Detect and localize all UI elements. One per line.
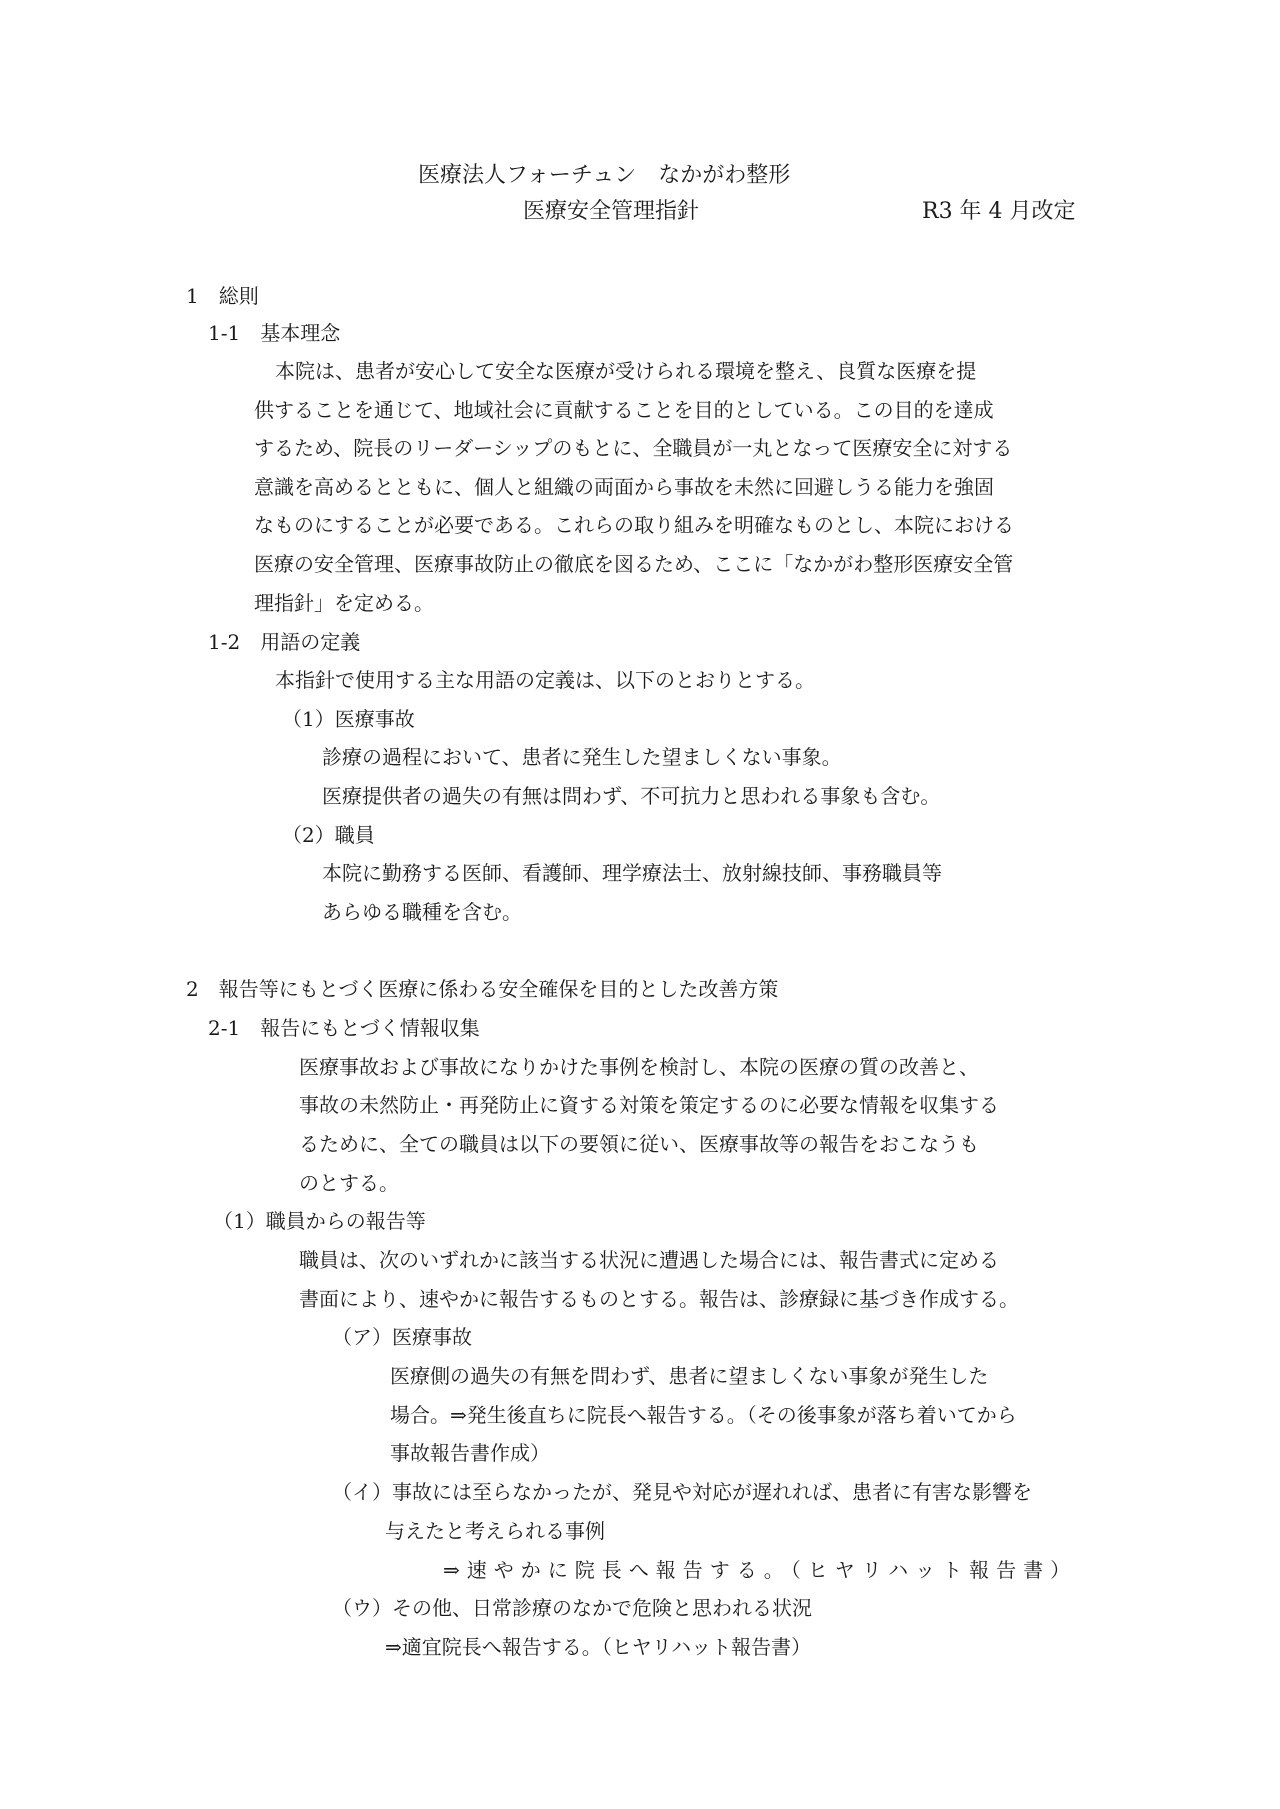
- section-1-1-heading: 1-1 基本理念: [208, 321, 341, 345]
- item-a-line: 事故報告書作成）: [390, 1441, 550, 1465]
- term-heading-staff: （2）職員: [282, 823, 375, 847]
- term-definition-line: 診療の過程において、患者に発生した望ましくない事象。: [322, 745, 842, 769]
- paragraph-line: 供することを通じて、地域社会に貢献することを目的としている。この目的を達成: [254, 398, 994, 422]
- paragraph-line: 職員は、次のいずれかに該当する状況に遭遇した場合には、報告書式に定める: [299, 1248, 999, 1272]
- document-title: 医療安全管理指針: [523, 199, 700, 224]
- item-1-heading: （1）職員からの報告等: [213, 1209, 426, 1233]
- paragraph-line: 事故の未然防止・再発防止に資する対策を策定するのに必要な情報を収集する: [299, 1093, 999, 1117]
- paragraph-line: 医療事故および事故になりかけた事例を検討し、本院の医療の質の改善と、: [299, 1055, 979, 1079]
- section-2-1-heading: 2-1 報告にもとづく情報収集: [208, 1016, 480, 1040]
- organization-name: 医療法人フォーチュン なかがわ整形: [418, 163, 791, 188]
- paragraph-line: 本指針で使用する主な用語の定義は、以下のとおりとする。: [275, 668, 815, 692]
- paragraph-line: 本院は、患者が安心して安全な医療が受けられる環境を整え、良質な医療を提: [275, 359, 977, 383]
- section-1-heading: 1 総則: [186, 284, 259, 308]
- item-a-line: 場合。⇒発生後直ちに院長へ報告する。（その後事象が落ち着いてから: [390, 1403, 1017, 1427]
- term-definition-line: 医療提供者の過失の有無は問わず、不可抗力と思われる事象も含む。: [322, 784, 941, 808]
- item-u-line: （ウ）その他、日常診療のなかで危険と思われる状況: [332, 1596, 812, 1620]
- term-definition-line: 本院に勤務する医師、看護師、理学療法士、放射線技師、事務職員等: [322, 861, 942, 885]
- revision-date: R3 年 4 月改定: [922, 199, 1076, 224]
- item-i-line: 与えたと考えられる事例: [385, 1519, 605, 1543]
- section-2-heading: 2 報告等にもとづく医療に係わる安全確保を目的とした改善方策: [186, 977, 779, 1001]
- term-heading-medical-accident: （1）医療事故: [282, 707, 415, 731]
- item-i-line: ⇒速やかに院長へ報告する。（ヒヤリハット報告書）: [443, 1558, 1078, 1582]
- term-definition-line: あらゆる職種を含む。: [322, 900, 522, 924]
- paragraph-line: 意識を高めるとともに、個人と組織の両面から事故を未然に回避しうる能力を強固: [254, 475, 994, 499]
- paragraph-line: 医療の安全管理、医療事故防止の徹底を図るため、ここに「なかがわ整形医療安全管: [254, 552, 1014, 576]
- paragraph-line: 書面により、速やかに報告するものとする。報告は、診療録に基づき作成する。: [299, 1287, 1019, 1311]
- paragraph-line: なものにすることが必要である。これらの取り組みを明確なものとし、本院における: [254, 513, 1014, 537]
- item-u-line: ⇒適宜院長へ報告する。（ヒヤリハット報告書）: [385, 1635, 812, 1659]
- paragraph-line: するため、院長のリーダーシップのもとに、全職員が一丸となって医療安全に対する: [254, 436, 1013, 460]
- section-1-2-heading: 1-2 用語の定義: [208, 630, 361, 654]
- paragraph-line: るために、全ての職員は以下の要領に従い、医療事故等の報告をおこなうも: [299, 1132, 979, 1156]
- item-a-heading: （ア）医療事故: [332, 1325, 472, 1349]
- item-a-line: 医療側の過失の有無を問わず、患者に望ましくない事象が発生した: [390, 1364, 989, 1388]
- item-i-line: （イ）事故には至らなかったが、発見や対応が遅れれば、患者に有害な影響を: [332, 1480, 1032, 1504]
- paragraph-line: のとする。: [299, 1171, 399, 1195]
- paragraph-line: 理指針」を定める。: [254, 591, 434, 615]
